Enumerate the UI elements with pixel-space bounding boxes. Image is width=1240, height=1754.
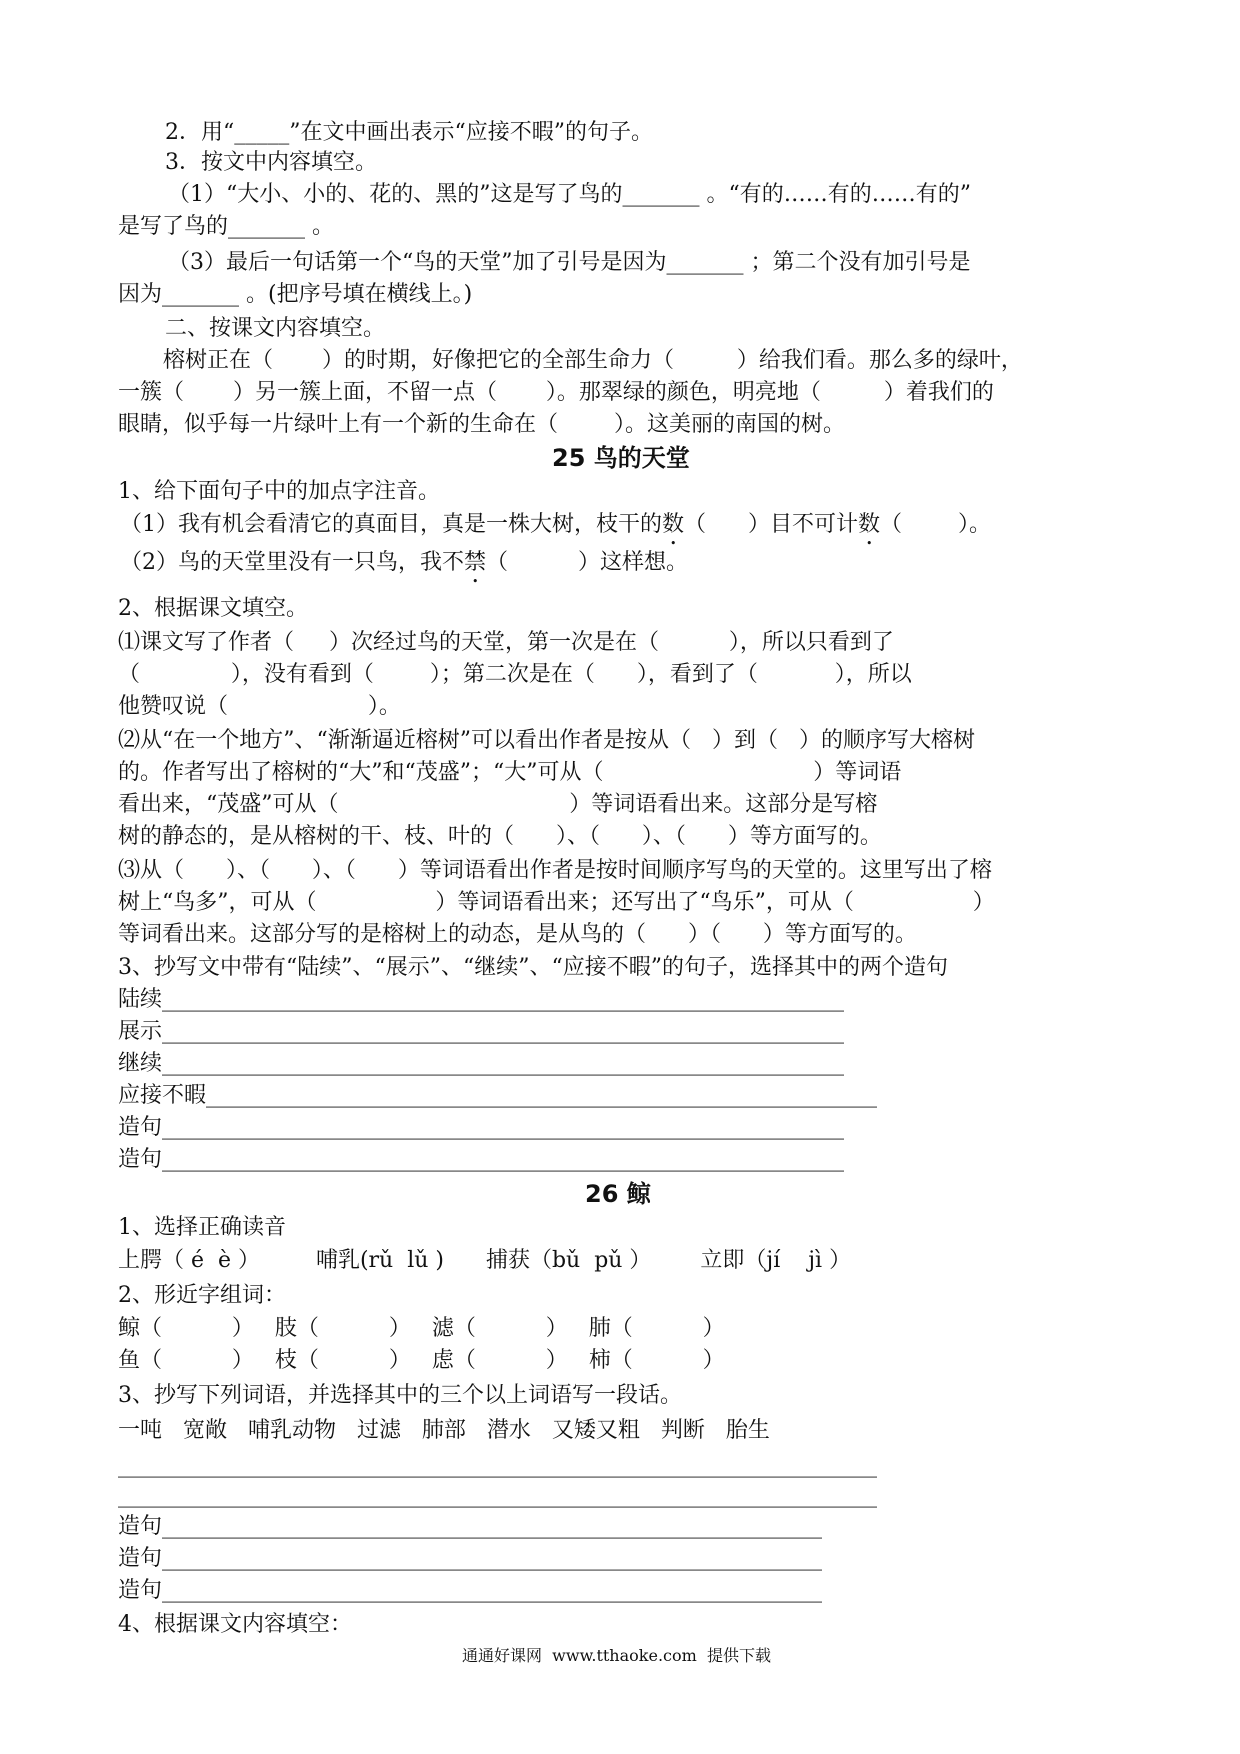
s25-q3: 3、抄写文中带有“陆续”、“展示”、“继续”、“应接不暇”的句子，选择其中的两个造句: [118, 955, 948, 980]
s26-q1-options: 上腭（ é è ） 哺乳(rǔ lǔ ) 捕获（bǔ pǔ ） 立即（jí jì ）: [118, 1248, 852, 1273]
s25-q2-line: 树的静态的，是从榕树的干、枝、叶的（ ）、（ ）、（ ）等方面写的。: [118, 824, 882, 849]
page-footer: 通通好课网 www.tthaoke.com 提供下载: [462, 1646, 771, 1665]
s26-q2: 2、形近字组词：: [118, 1283, 286, 1308]
s26-q2-line: 鱼（ ） 枝（ ） 虑（ ） 柿（ ）: [118, 1348, 725, 1373]
s25-q2-line: 他赞叹说（ ）。: [118, 694, 401, 719]
question-3-3-line1: （3）最后一句话第一个“鸟的天堂”加了引号是因为_______ ；第二个没有加引号是: [168, 250, 971, 275]
s26-q3-line: _____________________________________________________________________: [118, 1483, 877, 1508]
question-2: 2．用“_____”在文中画出表示“应接不暇”的句子。: [165, 120, 653, 145]
s25-q2-line: ⑵从“在一个地方”、“渐渐逼近榕树”可以看出作者是按从（ ）到（ ）的顺序写大榕树: [118, 728, 975, 753]
s25-q2-line: 等词看出来。这部分写的是榕树上的动态，是从鸟的（ ）（ ）等方面写的。: [118, 922, 917, 947]
s26-q2-line: 鲸（ ） 肢（ ） 滤（ ） 肺（ ）: [118, 1316, 725, 1341]
s26-q3-line: 造句____________________________________________________________: [118, 1546, 823, 1571]
dotted-char: 数: [857, 512, 880, 537]
s25-q2-line: 树上“鸟多”，可从（ ）等词语看出来；还写出了“鸟乐”，可从（ ）: [118, 890, 995, 915]
s25-q3-line: 造句______________________________________________________________: [118, 1115, 845, 1140]
dotted-char: 数: [662, 512, 685, 537]
s26-q3-line: 造句____________________________________________________________: [118, 1578, 823, 1603]
dotted-char: 禁: [464, 550, 487, 575]
section-two-para-line2: 一簇（ ）另一簇上面，不留一点（ ）。那翠绿的颜色，明亮地（ ）着我们的: [118, 380, 994, 405]
section-26-title: 26 鲸: [585, 1180, 651, 1208]
s25-q2-line: （ ），没有看到（ ）；第二次是在（ ），看到了（ ），所以: [118, 662, 912, 687]
s26-q3-line: 造句____________________________________________________________: [118, 1514, 823, 1539]
question-3-1-line1: （1）“大小、小的、花的、黑的”这是写了鸟的_______ 。“有的……有的……有的”: [168, 182, 971, 207]
s25-q3-line: 展示______________________________________________________________: [118, 1019, 845, 1044]
question-3: 3．按文中内容填空。: [165, 150, 377, 175]
s26-q3-line: _____________________________________________________________________: [118, 1453, 877, 1478]
s25-q2-line: ⑶从（ ）、（ ）、（ ）等词语看出作者是按时间顺序写鸟的天堂的。这里写出了榕: [118, 858, 992, 883]
s25-q2-line: ⑴课文写了作者（ ）次经过鸟的天堂，第一次是在（ ），所以只看到了: [118, 630, 894, 655]
s25-q2: 2、根据课文填空。: [118, 596, 308, 621]
s26-q4: 4、根据课文内容填空：: [118, 1612, 352, 1637]
section-two-para-line1: 榕树正在（ ）的时期，好像把它的全部生命力（ ）给我们看。那么多的绿叶，: [163, 348, 1023, 373]
s26-q3: 3、抄写下列词语，并选择其中的三个以上词语写一段话。: [118, 1383, 682, 1408]
s25-q1-item1: （1）我有机会看清它的真面目，真是一株大树，枝干的数（ ）目不可计数（ ）。: [120, 512, 991, 537]
s26-q3-words: 一吨 宽敞 哺乳动物 过滤 肺部 潜水 又矮又粗 判断 胎生: [118, 1418, 770, 1443]
section-two-para-line3: 眼睛，似乎每一片绿叶上有一个新的生命在（ ）。这美丽的南国的树。: [118, 412, 845, 437]
s25-q1-item2: （2）鸟的天堂里没有一只鸟，我不禁（ ）这样想。: [120, 550, 688, 575]
s25-q3-line: 应接不暇_____________________________________________________________: [118, 1083, 878, 1108]
s25-q2-line: 看出来，“茂盛”可从（ ）等词语看出来。这部分是写榕: [118, 792, 878, 817]
s25-q3-line: 造句______________________________________________________________: [118, 1147, 845, 1172]
question-3-3-line2: 因为_______ 。(把序号填在横线上。): [118, 282, 473, 307]
question-3-1-line2: 是写了鸟的_______ 。: [118, 214, 334, 239]
s25-q3-line: 陆续______________________________________________________________: [118, 987, 845, 1012]
s25-q2-line: 的。作者写出了榕树的“大”和“茂盛”；“大”可从（ ）等词语: [118, 760, 902, 785]
s26-q1: 1、选择正确读音: [118, 1215, 286, 1240]
s25-q1: 1、给下面句子中的加点字注音。: [118, 479, 440, 504]
section-25-title: 25 鸟的天堂: [552, 444, 690, 472]
section-two-heading: 二、按课文内容填空。: [165, 316, 386, 341]
s25-q3-line: 继续______________________________________________________________: [118, 1051, 845, 1076]
